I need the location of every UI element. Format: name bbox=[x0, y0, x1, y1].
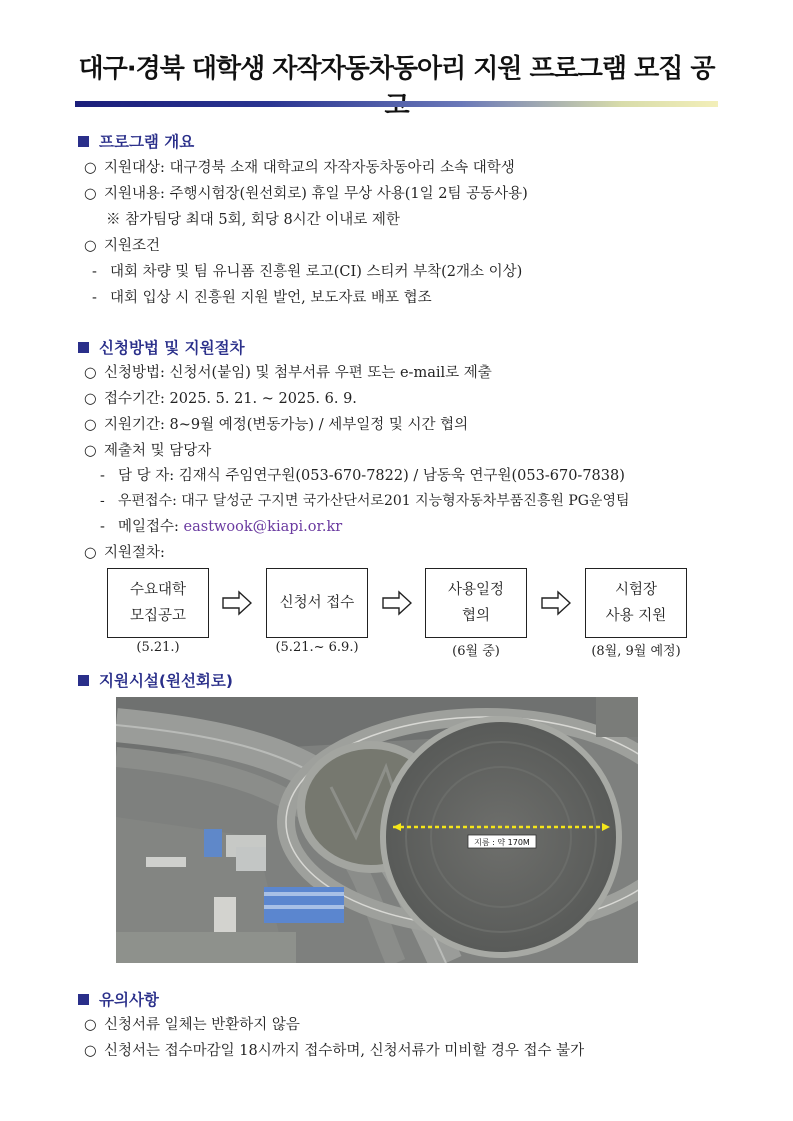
circle-bullet-icon: ○ bbox=[84, 365, 97, 381]
list-item: ○ 제출처 및 담당자 bbox=[84, 443, 212, 459]
flow-step-schedule: 사용일정 협의 bbox=[425, 568, 527, 638]
list-item: ○ 지원기간: 8~9월 예정(변동가능) / 세부일정 및 시간 협의 bbox=[84, 417, 469, 433]
square-bullet-icon bbox=[78, 342, 89, 353]
diameter-label: 지름 : 약 170M bbox=[474, 838, 530, 847]
circle-bullet-icon: ○ bbox=[84, 186, 97, 202]
section-heading-application: 신청방법 및 지원절차 bbox=[78, 336, 245, 358]
section-heading-facility: 지원시설(원선회로) bbox=[78, 669, 233, 691]
facility-aerial-photo bbox=[116, 697, 638, 963]
circle-bullet-icon: ○ bbox=[84, 545, 97, 561]
list-item: ○ 신청서류 일체는 반환하지 않음 bbox=[84, 1017, 300, 1033]
section-heading-overview: 프로그램 개요 bbox=[78, 130, 194, 152]
list-item: ○ 지원내용: 주행시험장(원선회로) 휴일 무상 사용(1일 2팀 공동사용) bbox=[84, 186, 528, 202]
circle-bullet-icon: ○ bbox=[84, 1043, 97, 1059]
circle-bullet-icon: ○ bbox=[84, 417, 97, 433]
flow-step-recruit: 수요대학 모집공고 bbox=[107, 568, 209, 638]
list-item: ○ 신청방법: 신청서(붙임) 및 첨부서류 우편 또는 e-mail로 제출 bbox=[84, 365, 492, 381]
sub-list-item: - 메일접수: eastwook@kiapi.or.kr bbox=[100, 519, 343, 535]
square-bullet-icon bbox=[78, 136, 89, 147]
list-item: ○ 지원절차: bbox=[84, 545, 165, 561]
circle-bullet-icon: ○ bbox=[84, 238, 97, 254]
list-item-note: ※ 참가팀당 최대 5회, 회당 8시간 이내로 제한 bbox=[106, 212, 400, 228]
title-underline bbox=[75, 101, 718, 107]
flow-step-date: (5.21.) bbox=[136, 640, 180, 655]
sub-list-item: - 담 당 자: 김재식 주임연구원(053-670-7822) / 남동욱 연구원(053-670-7838) bbox=[100, 468, 625, 484]
square-bullet-icon bbox=[78, 675, 89, 686]
circle-bullet-icon: ○ bbox=[84, 443, 97, 459]
circle-bullet-icon: ○ bbox=[84, 391, 97, 407]
flow-step-date: (8월, 9월 예정) bbox=[591, 644, 681, 659]
list-item: ○ 지원조건 bbox=[84, 238, 161, 254]
page-title: 대구·경북 대학생 자작자동차동아리 지원 프로그램 모집 공 bbox=[78, 54, 715, 84]
sub-list-item: - 대회 차량 및 팀 유니폼 진흥원 로고(CI) 스티커 부착(2개소 이상) bbox=[92, 264, 523, 280]
circle-bullet-icon: ○ bbox=[84, 160, 97, 176]
flow-step-date: (5.21.~ 6.9.) bbox=[275, 640, 359, 655]
sub-list-item: - 대회 입상 시 진흥원 지원 발언, 보도자료 배포 협조 bbox=[92, 290, 432, 306]
right-arrow-icon bbox=[382, 590, 412, 616]
right-arrow-icon bbox=[541, 590, 571, 616]
list-item: ○ 신청서는 접수마감일 18시까지 접수하며, 신청서류가 미비할 경우 접수 불가 bbox=[84, 1043, 585, 1059]
square-bullet-icon bbox=[78, 994, 89, 1005]
circle-bullet-icon: ○ bbox=[84, 1017, 97, 1033]
section-heading-notes: 유의사항 bbox=[78, 988, 159, 1010]
list-item: ○ 접수기간: 2025. 5. 21. ~ 2025. 6. 9. bbox=[84, 391, 357, 407]
flow-step-support: 시험장 사용 지원 bbox=[585, 568, 687, 638]
email-link[interactable]: eastwook@kiapi.or.kr bbox=[183, 519, 343, 535]
list-item: ○ 지원대상: 대구경북 소재 대학교의 자작자동차동아리 소속 대학생 bbox=[84, 160, 515, 176]
flow-step-application: 신청서 접수 bbox=[266, 568, 368, 638]
sub-list-item: - 우편접수: 대구 달성군 구지면 국가산단서로201 지능형자동차부품진흥원 PG운영팀 bbox=[100, 493, 630, 509]
right-arrow-icon bbox=[222, 590, 252, 616]
flow-step-date: (6월 중) bbox=[452, 644, 500, 659]
